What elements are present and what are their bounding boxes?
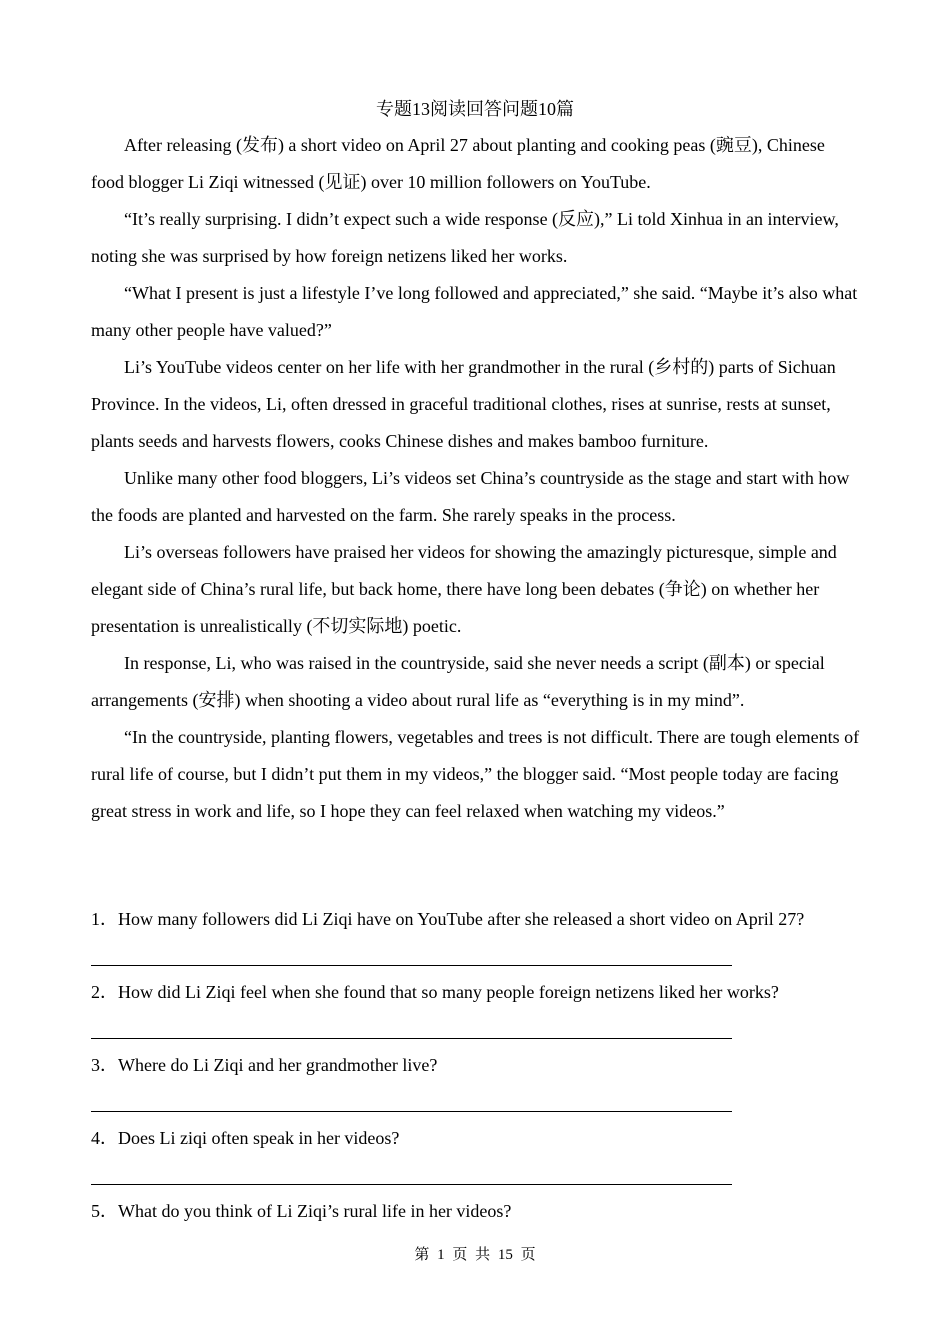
answer-line-1 [91,938,861,974]
passage-paragraph: “In the countryside, planting flowers, vegetables and trees is not difficult. There are tough elements of rural life of course, but I didn’t put them in my videos,” the blogger said. “Most people today are facing great stress in work and life, so I hope they can feel relaxed when watching my videos.” [91,727,860,821]
passage-paragraph: Li’s YouTube videos center on her life with her grandmother in the rural (乡村的) parts of Sichuan Province. In the videos, Li, often dressed in graceful traditional clothes, rises at sunrise, rests at sunset, plants seeds and harvests flowers, cooks Chinese dishes and makes bamboo furniture. [91,357,836,451]
passage-paragraph: After releasing (发布) a short video on April 27 about planting and cooking peas (豌豆), Chinese food blogger Li Ziqi witnessed (见证) over 10 million followers on YouTube. [91,135,825,192]
reading-passage [91,127,861,830]
answer-line-2 [91,1011,861,1047]
question-3: 3．Where do Li Ziqi and her grandmother live? [91,1055,438,1075]
question-5: 5．What do you think of Li Ziqi’s rural life in her videos? [91,1201,512,1221]
passage-paragraph: Li’s overseas followers have praised her videos for showing the amazingly picturesque, simple and elegant side of China’s rural life, but back home, there have long been debates (争论) on whether her presentation is unrealistically (不切实际地) poetic. [91,542,837,636]
passage-paragraph: Unlike many other food bloggers, Li’s videos set China’s countryside as the stage and start with how the foods are planted and harvested on the farm. She rarely speaks in the process. [91,468,850,525]
passage-paragraph: “It’s really surprising. I didn’t expect such a wide response (反应),” Li told Xinhua in an interview, noting she was surprised by how foreign netizens liked her works. [91,209,839,266]
passage-paragraph: In response, Li, who was raised in the countryside, said she never needs a script (副本) or special arrangements (安排) when shooting a video about rural life as “everything is in my mind”. [91,653,825,710]
answer-line-3 [91,1084,861,1120]
question-2: 2．How did Li Ziqi feel when she found that so many people foreign netizens liked her works? [91,982,779,1002]
question-4: 4．Does Li ziqi often speak in her videos? [91,1128,400,1148]
answer-line-4 [91,1157,861,1193]
passage-paragraph: “What I present is just a lifestyle I’ve long followed and appreciated,” she said. “Maybe it’s also what many other people have valued?” [91,283,858,340]
document-title: 专题13阅读回答问题10篇 [376,99,574,119]
question-1: 1．How many followers did Li Ziqi have on YouTube after she released a short video on April 27? [91,909,805,929]
question-list [91,901,861,1230]
page-footer: 第 1 页 共 15 页 [414,1247,536,1263]
